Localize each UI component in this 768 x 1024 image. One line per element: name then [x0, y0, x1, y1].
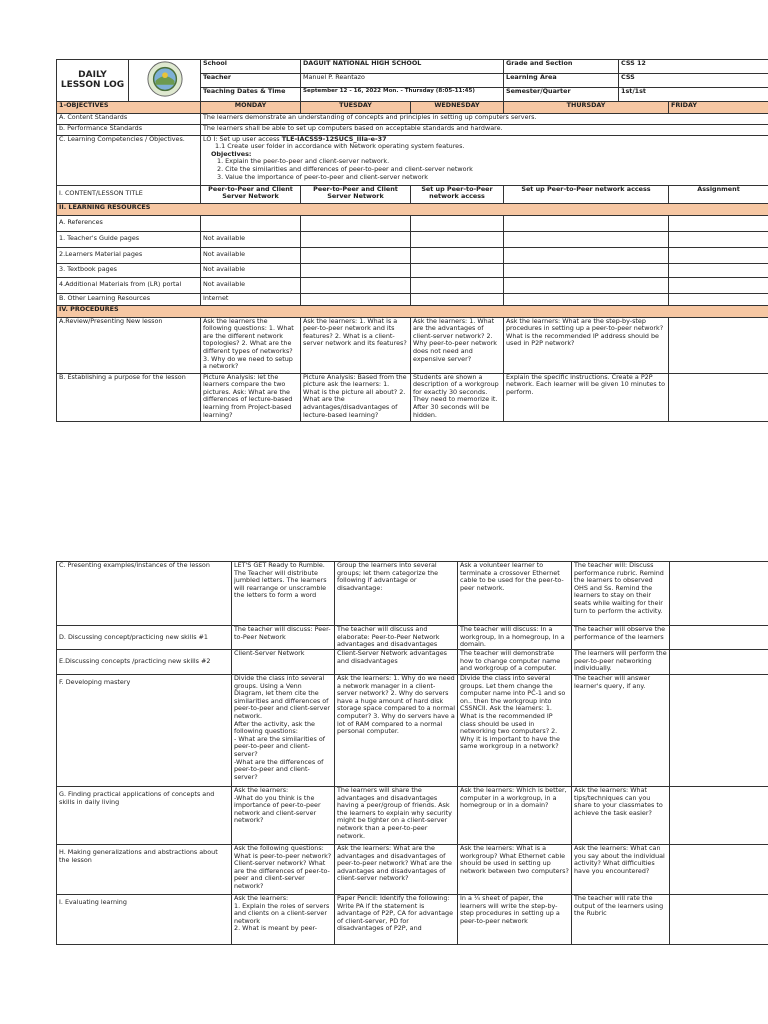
lo-sub: 1.1 Create user folder in accordance with Network operating system features.	[215, 142, 465, 151]
other-resources-label: B. Other Learning Resources	[57, 293, 201, 305]
competencies-label: C. Learning Competencies / Objectives.	[57, 135, 201, 185]
evaluating-learning-label: I. Evaluating learning	[57, 895, 232, 945]
teachers-guide-value: Not available	[201, 231, 301, 247]
review-thursday: Ask the learners: What are the step-by-step procedures in setting up a peer-to-peer network? What is the recommended IP address should be used in P2P network?	[504, 317, 669, 373]
review-label: A.Review/Presenting New lesson	[57, 317, 201, 373]
content-standards-value: The learners demonstrate an understanding of concepts and principles in setting up computers servers.	[201, 113, 768, 124]
practical-applications-label: G. Finding practical applications of concepts and skills in daily living	[57, 787, 232, 845]
discussing-skills-2-monday: Client-Server Network	[232, 650, 335, 675]
developing-mastery-tuesday: Ask the learners: 1. Why do we need a network manager in a client-server network? 2. Why do servers have a huge amount of hard disk storage space compared to a normal computer? 3. Why do servers have a lot of RAM compared to a normal personal computer.	[335, 675, 458, 787]
learners-material-value: Not available	[201, 247, 301, 263]
objective-3: 3. Value the importance of peer-to-peer and client-server network	[217, 172, 428, 181]
lesson-title-friday: Assignment	[669, 185, 768, 203]
review-tuesday: Ask the learners: 1. What is a peer-to-peer network and its features? 2. What is a client-server network and its features?	[301, 317, 411, 373]
presenting-examples-tuesday: Group the learners into several groups; let them categorize the following if advantage or disadvantage:	[335, 562, 458, 626]
presenting-examples-thursday: The teacher will: Discuss performance rubric. Remind the learners to observed OHS and Ss. Remind the learners to stay on their seats while waiting for their turn to perform the activity.	[572, 562, 670, 626]
day-thursday: THURSDAY	[504, 101, 669, 113]
presenting-examples-monday: LET'S GET Ready to Rumble. The Teacher will distribute jumbled letters. The learners will rearrange or unscramble the letters to form a word	[232, 562, 335, 626]
generalizations-monday: Ask the following questions: What is peer-to-peer network? Client-server network? What are the differences of peer-to-peer and client-server network?	[232, 845, 335, 895]
generalizations-label: H. Making generalizations and abstractions about the lesson	[57, 845, 232, 895]
discussing-skills-1-monday: The teacher will discuss: Peer-to-Peer Network	[232, 626, 335, 650]
review-monday: Ask the learners the following questions: 1. What are the different network topologies? 2. What are the different types of networks? 3. Why do we need to setup a network?	[201, 317, 301, 373]
generalizations-thursday: Ask the learners: What can you say about the individual activity? What difficulties have you encountered?	[572, 845, 670, 895]
teacher-value: Manuel P. Reantazo	[301, 73, 504, 87]
teachers-guide-label: 1. Teacher's Guide pages	[57, 231, 201, 247]
grade-value: CSS 12	[619, 60, 768, 74]
grade-label: Grade and Section	[504, 60, 619, 74]
lesson-log-table-page-2	[56, 561, 768, 945]
learning-area-value: CSS	[619, 73, 768, 87]
daily-lesson-log-title: DAILY LESSON LOG	[57, 60, 129, 102]
lesson-title-wednesday: Set up Peer-to-Peer network access	[411, 185, 504, 203]
performance-standards-value: The learners shall be able to set up computers based on acceptable standards and hardware.	[201, 124, 768, 135]
lesson-title-label: I. CONTENT/LESSON TITLE	[57, 185, 201, 203]
evaluating-learning-tuesday: Paper Pencil: Identify the following: Write PA if the statement is advantage of P2P, CA for advantage of client-server, PD for disadvantages of P2P, and	[335, 895, 458, 945]
teacher-label: Teacher	[201, 73, 301, 87]
practical-applications-tuesday: The learners will share the advantages and disadvantages having a peer/group of friends. Ask the learners to explain why security might be tighter on a client-server network than a peer-to-peer network.	[335, 787, 458, 845]
evaluating-learning-wednesday: In a ¼ sheet of paper, the learners will write the step-by-step procedures in setting up a peer-to-peer network	[458, 895, 572, 945]
additional-materials-value: Not available	[201, 277, 301, 293]
lo-code: TLE-IACSS9-12SUCS_IIIa-e-37	[281, 135, 387, 143]
day-monday: MONDAY	[201, 101, 301, 113]
discussing-skills-2-label: E.Discussing concepts /practicing new skills #2	[57, 650, 232, 675]
textbook-label: 3. Textbook pages	[57, 263, 201, 277]
objective-2: 2. Cite the similarities and differences of peer-to-peer and client-server network	[217, 164, 473, 173]
purpose-thursday: Explain the specific instructions. Create a P2P network. Each learner will be given 10 minutes to perform.	[504, 373, 669, 421]
objectives-section-label: 1-OBJECTIVES	[57, 101, 201, 113]
additional-materials-label: 4.Additional Materials from (LR) portal	[57, 277, 201, 293]
learning-resources-section: II. LEARNING RESOURCES	[57, 203, 768, 215]
lo-text: LO I: Set up user access	[203, 135, 280, 143]
learners-material-label: 2.Learners Material pages	[57, 247, 201, 263]
content-standards-label: A. Content Standards	[57, 113, 201, 124]
practical-applications-wednesday: Ask the learners: Which is better, computer in a workgroup, in a homegroup or in a domain?	[458, 787, 572, 845]
practical-applications-monday: Ask the learners: -What do you think is the importance of peer-to-peer network and client-server network?	[232, 787, 335, 845]
lesson-title-tuesday: Peer-to-Peer and Client Server Network	[301, 185, 411, 203]
presenting-examples-wednesday: Ask a volunteer learner to terminate a crossover Ethernet cable to be used for the peer-to-peer network.	[458, 562, 572, 626]
discussing-skills-2-wednesday: The teacher will demonstrate how to change computer name and workgroup of a computer.	[458, 650, 572, 675]
practical-applications-thursday: Ask the learners: What tips/techniques can you share to your classmates to achieve the task easier?	[572, 787, 670, 845]
purpose-monday: Picture Analysis: let the learners compare the two pictures. Ask: What are the differences of lecture-based learning from Project-based learning?	[201, 373, 301, 421]
school-label: School	[201, 60, 301, 74]
discussing-skills-1-tuesday: The teacher will discuss and elaborate: Peer-to-Peer Network advantages and disadvantages	[335, 626, 458, 650]
other-resources-value: Internet	[201, 293, 301, 305]
developing-mastery-wednesday: Divide the class into several groups. Let them change the computer name into PC-1 and so on.. then the workgroup into CSSNCII. Ask the learners: 1. What is the recommended IP class should be used in networking two computers? 2. Why it is important to have the same workgroup in a network?	[458, 675, 572, 787]
review-wednesday: Ask the learners: 1. What are the advantages of client-server network? 2. Why peer-to-peer network does not need and expensive server?	[411, 317, 504, 373]
semester-label: Semester/Quarter	[504, 87, 619, 101]
evaluating-learning-monday: Ask the learners: 1. Explain the roles of servers and clients on a client-server network 2. What is meant by peer-	[232, 895, 335, 945]
day-friday: FRIDAY	[669, 101, 768, 113]
generalizations-wednesday: Ask the learners: What is a workgroup? What Ethernet cable should be used in setting up network between two computers?	[458, 845, 572, 895]
performance-standards-label: b. Performance Standards	[57, 124, 201, 135]
procedures-section: IV. PROCEDURES	[57, 305, 768, 317]
purpose-wednesday: Students are shown a description of a workgroup for exactly 30 seconds. They need to memorize it. After 30 seconds will be hidden.	[411, 373, 504, 421]
developing-mastery-label: F. Developing mastery	[57, 675, 232, 787]
evaluating-learning-thursday: The teacher will rate the output of the learners using the Rubric	[572, 895, 670, 945]
school-seal-icon	[146, 60, 184, 98]
dates-value: September 12 - 16, 2022 Mon. - Thursday (8:05-11:45)	[301, 87, 504, 101]
semester-value: 1st/1st	[619, 87, 768, 101]
developing-mastery-monday: Divide the class into several groups. Using a Venn Diagram, let them cite the similarities and differences of peer-to-peer and client-server network. After the activity, ask the following questions: - What are the similarities of peer-to-peer and client-server? -What are the differences of peer-to-peer and client-server?	[232, 675, 335, 787]
lesson-title-monday: Peer-to-Peer and Client Server Network	[201, 185, 301, 203]
purpose-label: B. Establishing a purpose for the lesson	[57, 373, 201, 421]
lesson-log-table-page-1	[56, 59, 768, 422]
developing-mastery-thursday: The teacher will answer learner's query, if any.	[572, 675, 670, 787]
textbook-value: Not available	[201, 263, 301, 277]
dates-label: Teaching Dates & Time	[201, 87, 301, 101]
objectives-title: Objectives:	[211, 149, 252, 158]
discussing-skills-2-thursday: The learners will perform the peer-to-peer networking individually.	[572, 650, 670, 675]
purpose-tuesday: Picture Analysis: Based from the picture ask the learners: 1. What is the picture all about? 2. What are the advantages/disadvantages of lecture-based learning?	[301, 373, 411, 421]
references-label: A. References	[57, 215, 201, 231]
discussing-skills-2-tuesday: Client-Server Network advantages and disadvantages	[335, 650, 458, 675]
discussing-skills-1-thursday: The teacher will observe the performance of the learners	[572, 626, 670, 650]
discussing-skills-1-wednesday: The teacher will discuss: In a workgroup, In a homegroup, In a domain.	[458, 626, 572, 650]
day-wednesday: WEDNESDAY	[411, 101, 504, 113]
generalizations-tuesday: Ask the learners: What are the advantages and disadvantages of peer-to-peer network? What are the advantages and disadvantages of client-server network?	[335, 845, 458, 895]
school-seal-logo	[129, 60, 201, 102]
presenting-examples-label: C. Presenting examples/instances of the lesson	[57, 562, 232, 626]
discussing-skills-1-label: D. Discussing concept/practicing new skills #1	[57, 626, 232, 650]
day-tuesday: TUESDAY	[301, 101, 411, 113]
school-value: DAGUIT NATIONAL HIGH SCHOOL	[301, 60, 504, 74]
lesson-title-thursday: Set up Peer-to-Peer network access	[504, 185, 669, 203]
objective-1: 1. Explain the peer-to-peer and client-server network.	[217, 157, 390, 166]
competencies-value	[201, 135, 768, 185]
learning-area-label: Learning Area	[504, 73, 619, 87]
